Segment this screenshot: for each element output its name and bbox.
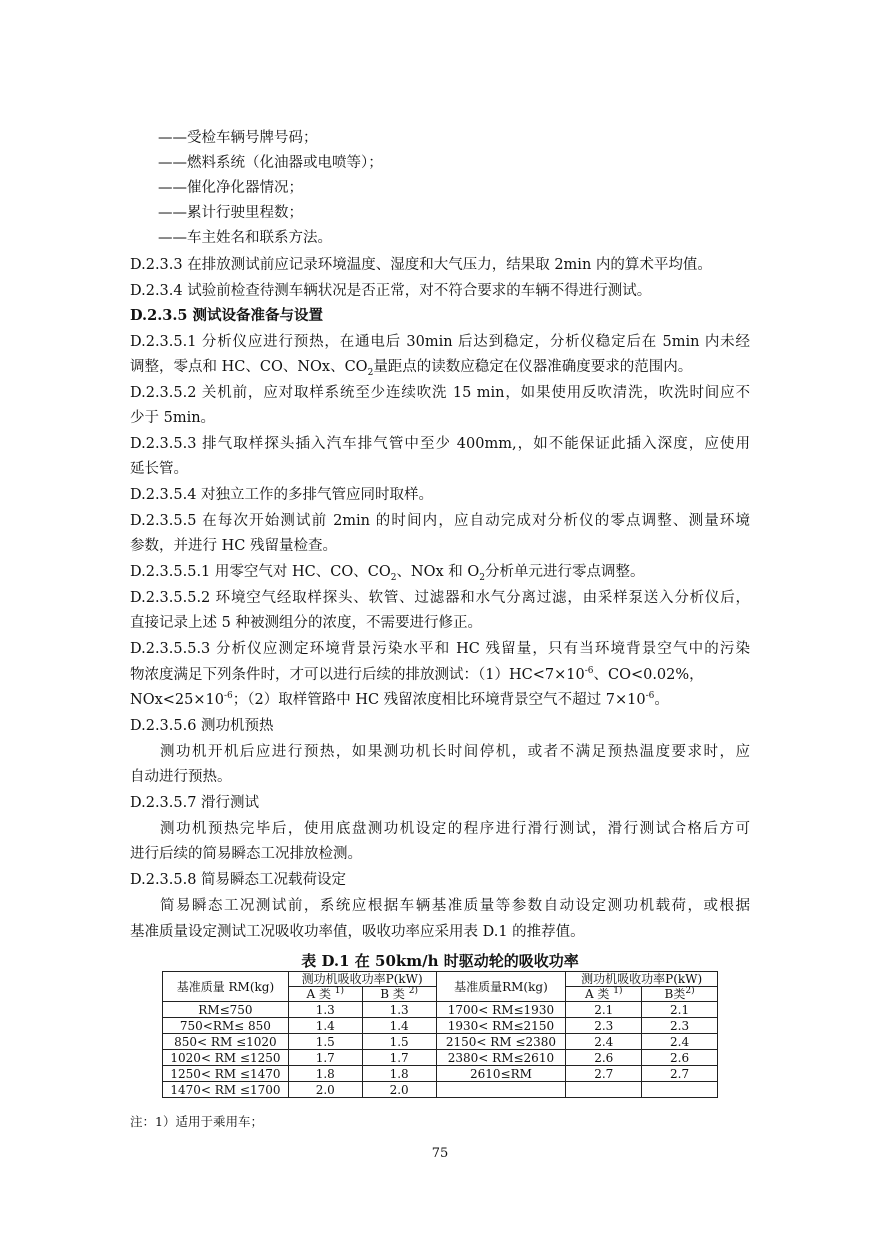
cell-rm: 1020< RM ≤1250 xyxy=(163,1050,289,1066)
header-power-2: 测功机吸收功率P(kW) xyxy=(566,972,718,987)
cell-a: 2.7 xyxy=(566,1066,642,1082)
paragraph-d2353-line1: D.2.3.5.3 排气取样探头插入汽车排气管中至少 400mm,，如不能保证此插入深度，应使用 xyxy=(130,436,750,452)
header-power: 测功机吸收功率P(kW) xyxy=(288,972,436,987)
paragraph-d2352-line1: D.2.3.5.2 关机前，应对取样系统至少连续吹洗 15 min，如果使用反吹清洗，吹洗时间应不 xyxy=(130,385,750,401)
cell-b xyxy=(642,1082,718,1098)
cell-b: 2.1 xyxy=(642,1002,718,1018)
paragraph-d233: D.2.3.3 在排放测试前应记录环境温度、湿度和大气压力，结果取 2min 内的算术平均值。 xyxy=(130,257,712,273)
cell-a: 1.4 xyxy=(288,1018,362,1034)
page-number: 75 xyxy=(431,1146,449,1161)
cell-a xyxy=(566,1082,642,1098)
table-row xyxy=(163,1082,718,1098)
cell-a: 1.8 xyxy=(288,1066,362,1082)
header-class-b-2: B类$^{2)}$ xyxy=(642,987,718,1002)
header-class-b: B 类 $^{2)}$ xyxy=(362,987,436,1002)
paragraph-d2356-line2: 自动进行预热。 xyxy=(130,769,232,785)
heading-d2357: D.2.3.5.7 滑行测试 xyxy=(130,795,260,811)
cell-b: 1.3 xyxy=(362,1002,436,1018)
paragraph-d23552-line2: 直接记录上述 5 种被测组分的浓度，不需要进行修正。 xyxy=(130,615,482,631)
cell-a: 2.1 xyxy=(566,1002,642,1018)
table-header-row xyxy=(163,972,718,987)
paragraph-d2352-line2: 少于 5min。 xyxy=(130,410,216,426)
cell-rm: 1700< RM≤1930 xyxy=(436,1002,566,1018)
header-class-a: A 类 $^{1)}$ xyxy=(288,987,362,1002)
paragraph-d2358-line1: 简易瞬态工况测试前，系统应根据车辆基准质量等参数自动设定测功机载荷，或根据 xyxy=(160,898,750,914)
cell-rm xyxy=(436,1082,566,1098)
paragraph-d2354: D.2.3.5.4 对独立工作的多排气管应同时取样。 xyxy=(130,487,434,503)
table-row xyxy=(163,1018,718,1034)
cell-a: 2.3 xyxy=(566,1018,642,1034)
paragraph-d23551: D.2.3.5.5.1 用零空气对 HC、CO、$CO_2$、NOx 和 $O_2$分析单元进行零点调整。 xyxy=(130,564,645,582)
paragraph-d2355-line2: 参数，并进行 HC 残留量检查。 xyxy=(130,538,337,554)
paragraph-d2351-line2: 调整，零点和 HC、CO、NOx、$CO_2$量距点的读数应稳定在仪器准确度要求的范围内。 xyxy=(130,359,693,377)
cell-rm: 2610≤RM xyxy=(436,1066,566,1082)
heading-d235: D.2.3.5 测试设备准备与设置 xyxy=(130,307,324,324)
header-class-a-2: A 类 $^{1)}$ xyxy=(566,987,642,1002)
table-title: 表 D.1 在 50km/h 时驱动轮的吸收功率 xyxy=(301,952,579,970)
cell-rm: 2380< RM≤2610 xyxy=(436,1050,566,1066)
paragraph-d2351-line1: D.2.3.5.1 分析仪应进行预热，在通电后 30min 后达到稳定，分析仪稳定后在 5min 内未经 xyxy=(130,334,750,350)
paragraph-d23553-line3: $NOx<25\times 10^{-6}$；（2）取样管路中 HC 残留浓度相比环境背景空气不超过 $7\times 10^{-6}$。 xyxy=(130,691,669,708)
cell-a: 1.7 xyxy=(288,1050,362,1066)
table-row xyxy=(163,1050,718,1066)
paragraph-d2353-line2: 延长管。 xyxy=(130,461,188,477)
paragraph-d2357-line1: 测功机预热完毕后，使用底盘测功机设定的程序进行滑行测试，滑行测试合格后方可 xyxy=(160,821,750,837)
cell-rm: 1250< RM ≤1470 xyxy=(163,1066,289,1082)
cell-b: 2.4 xyxy=(642,1034,718,1050)
paragraph-d234: D.2.3.4 试验前检查待测车辆状况是否正常，对不符合要求的车辆不得进行测试。 xyxy=(130,283,652,299)
cell-b: 1.5 xyxy=(362,1034,436,1050)
paragraph-d23552-line1: D.2.3.5.5.2 环境空气经取样探头、软管、过滤器和水气分离过滤，由采样泵送入分析仪后， xyxy=(130,590,750,606)
bullet-item: ——催化净化器情况； xyxy=(158,180,303,196)
cell-a: 1.5 xyxy=(288,1034,362,1050)
table-row xyxy=(163,1034,718,1050)
cell-a: 2.0 xyxy=(288,1082,362,1098)
header-rm-2: 基准质量RM(kg) xyxy=(436,972,566,1002)
paragraph-d23553-line1: D.2.3.5.5.3 分析仪应测定环境背景污染水平和 HC 残留量，只有当环境背景空气中的污染 xyxy=(130,641,750,657)
cell-rm: 1470< RM ≤1700 xyxy=(163,1082,289,1098)
paragraph-d2355-line1: D.2.3.5.5 在每次开始测试前 2min 的时间内，应自动完成对分析仪的零点调整、测量环境 xyxy=(130,513,750,529)
header-rm: 基准质量 RM(kg) xyxy=(163,972,289,1002)
cell-b: 1.4 xyxy=(362,1018,436,1034)
bullet-item: ——燃料系统（化油器或电喷等）； xyxy=(158,155,383,171)
cell-b: 2.7 xyxy=(642,1066,718,1082)
bullet-item: ——累计行驶里程数； xyxy=(158,205,303,221)
cell-a: 2.4 xyxy=(566,1034,642,1050)
cell-b: 2.0 xyxy=(362,1082,436,1098)
paragraph-d2356-line1: 测功机开机后应进行预热，如果测功机长时间停机，或者不满足预热温度要求时，应 xyxy=(160,744,750,760)
heading-d2356: D.2.3.5.6 测功机预热 xyxy=(130,718,274,734)
cell-a: 2.6 xyxy=(566,1050,642,1066)
power-table xyxy=(162,971,718,1098)
table-row xyxy=(163,1066,718,1082)
cell-rm: 850< RM ≤1020 xyxy=(163,1034,289,1050)
cell-b: 1.8 xyxy=(362,1066,436,1082)
table-note: 注：1）适用于乘用车； xyxy=(130,1114,263,1129)
table-row xyxy=(163,1002,718,1018)
cell-rm: 1930< RM≤2150 xyxy=(436,1018,566,1034)
cell-rm: 2150< RM ≤2380 xyxy=(436,1034,566,1050)
heading-d2358: D.2.3.5.8 简易瞬态工况载荷设定 xyxy=(130,872,347,888)
bullet-item: ——车主姓名和联系方法。 xyxy=(158,230,332,246)
cell-rm: RM≤750 xyxy=(163,1002,289,1018)
paragraph-d2358-line2: 基准质量设定测试工况吸收功率值，吸收功率应采用表 D.1 的推荐值。 xyxy=(130,924,585,940)
cell-rm: 750<RM≤ 850 xyxy=(163,1018,289,1034)
paragraph-d23553-line2: 物浓度满足下列条件时，才可以进行后续的排放测试：$(1)HC<7\times 10^{-6}$、CO<0.02%， xyxy=(130,666,704,683)
cell-a: 1.3 xyxy=(288,1002,362,1018)
bullet-item: ——受检车辆号牌号码； xyxy=(158,130,318,146)
cell-b: 2.6 xyxy=(642,1050,718,1066)
cell-b: 2.3 xyxy=(642,1018,718,1034)
cell-b: 1.7 xyxy=(362,1050,436,1066)
paragraph-d2357-line2: 进行后续的简易瞬态工况排放检测。 xyxy=(130,846,362,862)
